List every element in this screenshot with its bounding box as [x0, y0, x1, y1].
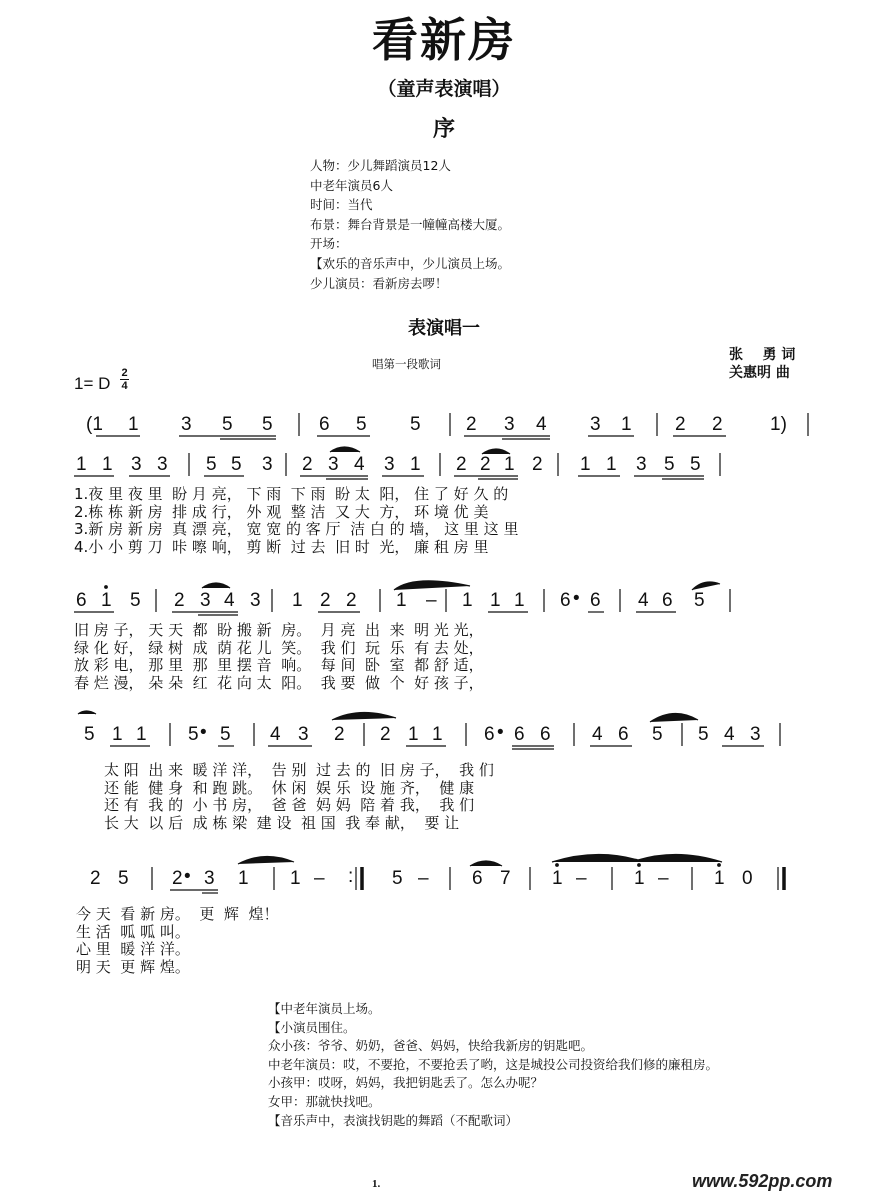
svg-text:•: •	[200, 722, 207, 743]
svg-text:6: 6	[590, 590, 601, 611]
svg-text:5: 5	[231, 454, 242, 475]
svg-text:1: 1	[102, 454, 113, 475]
intro-block	[310, 156, 510, 293]
svg-text:4: 4	[224, 590, 235, 611]
lyric-verse-1: 今 天 看 新 房。 更 辉 煌！	[76, 905, 279, 923]
dialogue-line: 【中老年演员上场。	[268, 1001, 381, 1016]
svg-text:1: 1	[504, 454, 515, 475]
svg-text:3: 3	[590, 414, 601, 435]
svg-text:1: 1	[101, 590, 112, 611]
lyric-verse-2: 2.栋 栋 新 房 排 成 行， 外 观 整 洁 又 大 方， 环 境 优 美	[74, 502, 489, 521]
dialogue-block	[268, 1000, 718, 1130]
svg-text:1: 1	[714, 868, 725, 889]
lyric-verse-3: 还 有 我 的 小 书 房， 爸 爸 妈 妈 陪 着 我， 我 们	[104, 796, 475, 814]
prelude-heading: 序	[432, 117, 455, 142]
svg-text:5: 5	[84, 724, 95, 745]
svg-text:2: 2	[174, 590, 185, 611]
intro-line: 人物：少儿舞蹈演员12人	[310, 158, 451, 173]
svg-text:1: 1	[634, 868, 645, 889]
svg-text:5: 5	[410, 414, 421, 435]
lyric-verse-2: 绿 化 好， 绿 树 成 荫 花 儿 笑。 我 们 玩 乐 有 去 处，	[74, 638, 484, 657]
intro-line: 布景：舞台背景是一幢幢高楼大厦。	[310, 216, 511, 232]
notation-graphic	[74, 584, 814, 618]
score-row-2	[74, 584, 814, 618]
lyric-verse-2: 还 能 健 身 和 跑 跳。 休 闲 娱 乐 设 施 齐， 健 康	[104, 778, 475, 797]
svg-text:1: 1	[462, 590, 473, 611]
svg-text:5: 5	[690, 454, 701, 475]
time-sig-bottom: 4	[121, 380, 128, 392]
svg-text:2: 2	[380, 724, 391, 745]
svg-text:6: 6	[76, 590, 87, 611]
svg-text:3: 3	[131, 454, 142, 475]
svg-text:2: 2	[302, 454, 313, 475]
svg-text:5: 5	[188, 724, 199, 745]
svg-text:5: 5	[356, 414, 367, 435]
lyric-verse-1: 旧 房 子， 天 天 都 盼 搬 新 房。 月 亮 出 来 明 光 光，	[74, 621, 484, 639]
svg-text:•: •	[497, 722, 504, 743]
section-title: 表演唱一	[408, 318, 480, 339]
svg-text:1: 1	[432, 724, 443, 745]
svg-text:4: 4	[536, 414, 547, 435]
verse-instruction: 唱第一段歌词	[372, 357, 441, 371]
svg-text:2: 2	[712, 414, 723, 435]
lyric-verse-3: 3.新 房 新 房 真 漂 亮， 宽 宽 的 客 厅 洁 白 的 墙， 这 里 这 里	[74, 520, 519, 538]
svg-text:2: 2	[334, 724, 345, 745]
svg-text:3: 3	[384, 454, 395, 475]
dialogue-line: 小孩甲：哎呀，妈妈，我把钥匙丢了。怎么办呢？	[268, 1075, 544, 1091]
song-title: 看新房	[372, 13, 516, 67]
score-row-intro	[74, 408, 814, 442]
notation-graphic	[74, 718, 814, 752]
svg-text:7: 7	[500, 868, 511, 889]
svg-text:2: 2	[320, 590, 331, 611]
watermark: www.592pp.com	[692, 1171, 833, 1191]
svg-text:2: 2	[90, 868, 101, 889]
lyric-verse-4: 春 烂 漫， 朵 朵 红 花 向 太 阳。 我 要 做 个 好 孩 子，	[74, 673, 484, 692]
intro-line: 【欢乐的音乐声中，少儿演员上场。	[310, 255, 511, 271]
lyric-verse-2: 生 活 呱 呱 叫。	[76, 922, 190, 941]
composer: 关惠明 曲	[729, 365, 790, 381]
lyrics-block-4	[76, 906, 278, 976]
svg-text:6: 6	[540, 724, 551, 745]
lyric-verse-3: 心 里 暖 洋 洋。	[76, 940, 190, 958]
svg-text:–: –	[576, 868, 587, 889]
svg-text:6: 6	[618, 724, 629, 745]
svg-text:1: 1	[490, 590, 501, 611]
svg-text::: :	[348, 866, 354, 887]
svg-text:1): 1)	[770, 414, 787, 435]
dialogue-line: 中老年演员：哎，不要抢，不要抢丢了哟，这是城投公司投资给我们修的廉租房。	[268, 1056, 719, 1072]
intro-line: 开场：	[310, 236, 348, 252]
svg-text:2: 2	[480, 454, 491, 475]
lyric-verse-4: 明 天 更 辉 煌。	[76, 957, 190, 976]
svg-text:2: 2	[346, 590, 357, 611]
svg-text:5: 5	[222, 414, 233, 435]
lyricist: 张 勇 词	[729, 347, 796, 363]
svg-text:5: 5	[652, 724, 663, 745]
svg-text:1: 1	[580, 454, 591, 475]
svg-text:1: 1	[621, 414, 632, 435]
svg-text:3: 3	[262, 454, 273, 475]
score-row-3	[74, 718, 814, 752]
svg-text:1: 1	[128, 414, 139, 435]
svg-text:3: 3	[200, 590, 211, 611]
svg-text:2: 2	[172, 868, 183, 889]
svg-text:1: 1	[514, 590, 525, 611]
lyrics-block-3	[104, 762, 494, 832]
svg-text:6: 6	[319, 414, 330, 435]
lyric-verse-4: 长 大 以 后 成 栋 梁 建 设 祖 国 我 奉 献， 要 让	[104, 813, 460, 832]
svg-text:(1: (1	[86, 414, 103, 435]
svg-text:4: 4	[638, 590, 649, 611]
svg-text:5: 5	[262, 414, 273, 435]
lyrics-block-1	[74, 486, 518, 556]
svg-text:6: 6	[472, 868, 483, 889]
svg-text:1: 1	[552, 868, 563, 889]
dialogue-line: 众小孩：爷爷、奶奶，爸爸、妈妈，快给我新房的钥匙吧。	[268, 1038, 594, 1054]
svg-text:1: 1	[292, 590, 303, 611]
lyric-verse-4: 4.小 小 剪 刀 咔 嚓 响， 剪 断 过 去 旧 时 光， 廉 租 房 里	[74, 537, 489, 556]
time-sig-top: 2	[121, 367, 128, 379]
svg-text:6: 6	[662, 590, 673, 611]
svg-text:2: 2	[532, 454, 543, 475]
notation-graphic	[74, 862, 814, 896]
svg-text:5: 5	[118, 868, 129, 889]
svg-text:6: 6	[484, 724, 495, 745]
dialogue-line: 女甲：那就快找吧。	[268, 1093, 381, 1109]
dialogue-line: 【音乐声中，表演找钥匙的舞蹈（不配歌词）	[268, 1112, 519, 1128]
song-subtitle: （童声表演唱）	[377, 78, 511, 100]
svg-text:3: 3	[250, 590, 261, 611]
svg-text:4: 4	[270, 724, 281, 745]
svg-text:5: 5	[130, 590, 141, 611]
svg-text:2: 2	[675, 414, 686, 435]
lyric-verse-3: 放 彩 电， 那 里 那 里 摆 音 响。 每 间 卧 室 都 舒 适，	[74, 656, 484, 674]
svg-text:•: •	[184, 866, 191, 887]
svg-text:3: 3	[157, 454, 168, 475]
svg-text:1: 1	[606, 454, 617, 475]
score-row-4	[74, 862, 814, 896]
lyric-verse-1: 1.夜 里 夜 里 盼 月 亮， 下 雨 下 雨 盼 太 阳， 住 了 好 久 的	[74, 485, 509, 503]
svg-text:5: 5	[392, 868, 403, 889]
key-signature: 1= D	[74, 374, 111, 393]
dialogue-line: 【小演员围住。	[268, 1019, 356, 1035]
intro-line: 时间：当代	[310, 197, 373, 213]
svg-text:1: 1	[290, 868, 301, 889]
svg-text:5: 5	[664, 454, 675, 475]
page-number: 1.	[372, 1178, 381, 1190]
lyric-verse-1: 太 阳 出 来 暖 洋 洋， 告 别 过 去 的 旧 房 子， 我 们	[104, 761, 494, 779]
svg-text:2: 2	[466, 414, 477, 435]
svg-text:3: 3	[298, 724, 309, 745]
svg-text:–: –	[658, 868, 669, 889]
notation-graphic	[74, 408, 814, 442]
svg-text:1: 1	[76, 454, 87, 475]
credits	[729, 346, 795, 382]
svg-text:5: 5	[694, 590, 705, 611]
svg-text:3: 3	[204, 868, 215, 889]
svg-text:1: 1	[112, 724, 123, 745]
svg-text:2: 2	[456, 454, 467, 475]
svg-text:6: 6	[560, 590, 571, 611]
svg-text:3: 3	[750, 724, 761, 745]
svg-text:•: •	[573, 588, 580, 609]
svg-text:4: 4	[592, 724, 603, 745]
svg-text:1: 1	[238, 868, 249, 889]
score-row-1	[74, 448, 814, 482]
svg-text:4: 4	[354, 454, 365, 475]
svg-text:0: 0	[742, 868, 753, 889]
svg-text:5: 5	[206, 454, 217, 475]
svg-text:5: 5	[220, 724, 231, 745]
intro-line: 少儿演员：看新房去啰！	[310, 275, 448, 291]
intro-line: 中老年演员6人	[310, 177, 393, 193]
svg-text:1: 1	[410, 454, 421, 475]
svg-text:3: 3	[504, 414, 515, 435]
svg-text:1: 1	[396, 590, 407, 611]
svg-text:6: 6	[514, 724, 525, 745]
svg-text:–: –	[418, 868, 429, 889]
svg-text:1: 1	[136, 724, 147, 745]
notation-graphic	[74, 448, 814, 482]
time-signature	[120, 368, 129, 391]
svg-text:1: 1	[408, 724, 419, 745]
svg-text:5: 5	[698, 724, 709, 745]
svg-text:–: –	[314, 868, 325, 889]
lyrics-block-2	[74, 622, 484, 692]
svg-text:4: 4	[724, 724, 735, 745]
svg-text:–: –	[426, 590, 437, 611]
svg-text:3: 3	[328, 454, 339, 475]
svg-text:3: 3	[636, 454, 647, 475]
svg-text:3: 3	[181, 414, 192, 435]
